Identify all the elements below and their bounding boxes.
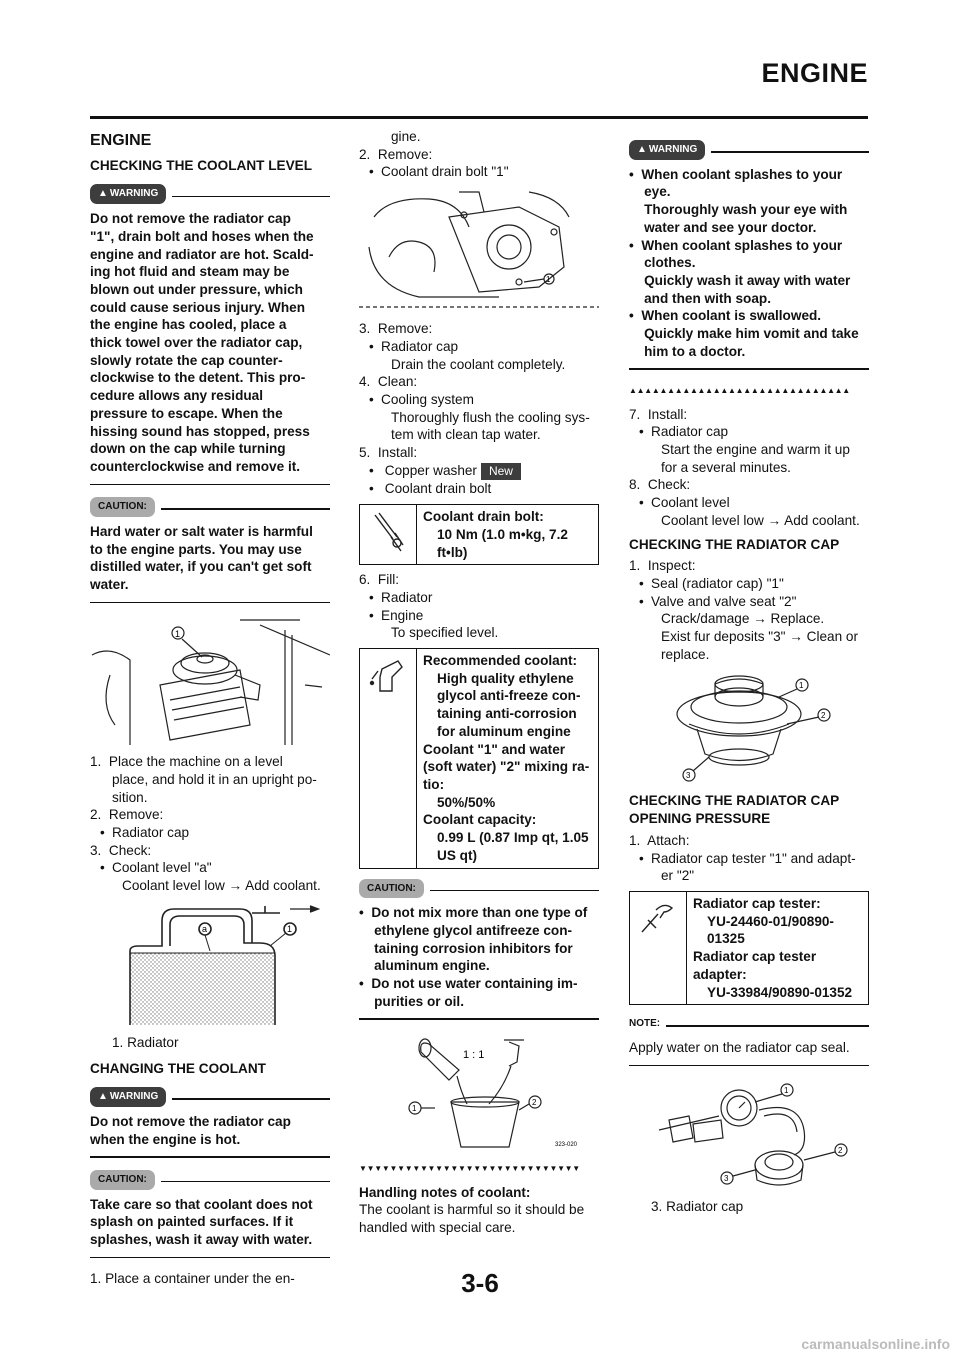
handling-notes-line: handled with special care.	[359, 1220, 516, 1236]
radiator-cap-figure	[90, 615, 330, 745]
text-line: when the engine is hot.	[90, 1131, 241, 1147]
svg-text:1: 1	[784, 1086, 789, 1096]
text-line: counterclockwise and remove it.	[90, 458, 301, 474]
text-line: hissing sound has stopped, press	[90, 423, 310, 439]
text-line: Hard water or salt water is harmful	[90, 523, 313, 539]
step-install-radiator-cap	[629, 406, 869, 477]
step-line: • Radiator cap tester "1" and adapt-	[639, 850, 856, 866]
text-line: • When coolant is swallowed.	[629, 308, 822, 324]
step-line: • Seal (radiator cap) "1"	[639, 575, 784, 591]
spec-recommended-coolant	[359, 648, 599, 868]
step-heading: 3. Remove:	[359, 321, 433, 337]
oil-can-icon	[368, 655, 408, 695]
handling-notes-line: The coolant is harmful so it should be	[359, 1202, 585, 1218]
spec-line: 0.99 L (0.87 Imp qt, 1.05	[437, 830, 589, 846]
step-line: Coolant level low → Add coolant.	[122, 878, 321, 894]
step-line: er "2"	[661, 868, 695, 884]
step-line: • Radiator cap	[369, 338, 459, 354]
caution-badge: CAUTION:	[90, 1170, 155, 1190]
text-line: down on the cap while turning	[90, 441, 286, 457]
step-line: • Coolant drain bolt "1"	[369, 164, 509, 180]
text-line: splash on painted surfaces. If it	[90, 1214, 294, 1230]
step-heading: 1. Attach:	[629, 832, 690, 848]
spec-line: (soft water) "2" mixing ra-	[423, 759, 590, 775]
step-line: Coolant level low → Add coolant.	[661, 512, 860, 528]
svg-text:2: 2	[532, 1097, 537, 1107]
spec-line: glycol anti-freeze con-	[437, 688, 581, 704]
step-line: • Engine	[369, 607, 424, 623]
step-line: Drain the coolant completely.	[391, 356, 566, 372]
figure-caption-radiator: 1. Radiator	[112, 1034, 179, 1050]
caution-text-3	[359, 904, 599, 1010]
caution-block-3	[359, 879, 599, 1020]
warning-block-2	[90, 1087, 330, 1158]
spec-line: adapter:	[693, 966, 747, 982]
caution-badge: CAUTION:	[90, 497, 155, 517]
text-line: ethylene glycol antifreeze con-	[359, 922, 573, 938]
warning-text-3	[629, 166, 869, 361]
spec-line: for aluminum engine	[437, 723, 571, 739]
step-clean-cooling-system	[359, 373, 599, 444]
step-heading: 1. Inspect:	[629, 558, 696, 574]
step-inspect-cap	[629, 557, 869, 663]
svg-text:1: 1	[799, 681, 804, 691]
radiator-level-figure	[90, 901, 330, 1026]
warning-text-1	[90, 210, 330, 476]
caution-text-2	[90, 1196, 330, 1249]
text-line: water.	[90, 576, 129, 592]
coolant-mixing-figure	[359, 1032, 599, 1152]
text-line: ing hot fluid and steam may be	[90, 264, 290, 280]
step-attach-tester	[629, 832, 869, 885]
step-line: replace.	[661, 646, 710, 662]
step-line: • Coolant level	[639, 495, 730, 511]
text-line: splashes, wash it away with water.	[90, 1231, 313, 1247]
step-line: Thoroughly flush the cooling sys-	[391, 409, 590, 425]
text-line: water and see your doctor.	[629, 219, 817, 235]
warning-text-2	[90, 1113, 330, 1148]
text-line: Take care so that coolant does not	[90, 1196, 313, 1212]
text-line: distilled water, if you can't get soft	[90, 559, 312, 575]
radiator-cap-detail-figure	[629, 669, 869, 784]
text-line: Do not remove the radiator cap	[90, 211, 291, 227]
spec-line: 01325	[707, 931, 745, 947]
step-line: tem with clean tap water.	[391, 427, 541, 443]
svg-text:1: 1	[546, 275, 551, 285]
text-line: Quickly wash it away with water	[629, 272, 851, 288]
text-line: cedure allows any residual	[90, 388, 264, 404]
caution-block-2	[90, 1170, 330, 1258]
warning-block-3	[629, 140, 869, 370]
step-line: Crack/damage → Replace.	[661, 611, 825, 627]
spec-cap-tester	[629, 891, 869, 1005]
header-rule	[90, 116, 868, 119]
caution-block-1	[90, 497, 330, 603]
warning-icon: ▲	[637, 144, 647, 155]
spec-line: High quality ethylene	[437, 670, 574, 686]
step-heading: 2. Remove:	[90, 807, 164, 823]
spec-line: taining anti-corrosion	[437, 706, 577, 722]
torque-wrench-icon	[371, 511, 405, 555]
text-line: • Do not mix more than one type of	[359, 905, 588, 921]
text-line: eye.	[629, 184, 671, 200]
step-line: Start the engine and warm it up	[661, 442, 850, 458]
handling-notes-title: Handling notes of coolant:	[359, 1184, 531, 1200]
step-line: • Coolant level "a"	[100, 860, 212, 876]
text-line: clothes.	[629, 255, 696, 271]
text-line: the engine has cooled, place a	[90, 317, 287, 333]
text-line: Quickly make him vomit and take	[629, 326, 859, 342]
step-place-container: 1. Place a container under the en-	[90, 1271, 295, 1287]
text-line: • When coolant splashes to your	[629, 166, 843, 182]
step-heading: 8. Check:	[629, 477, 691, 493]
section-title: ENGINE	[90, 132, 152, 149]
text-line: slowly rotate the cap counter-	[90, 352, 283, 368]
note-block	[629, 1015, 869, 1066]
spec-line: Coolant "1" and water	[423, 741, 566, 757]
tester-icon	[638, 898, 678, 938]
new-part-badge: New	[481, 463, 521, 481]
text-line: purities or oil.	[359, 993, 464, 1009]
step-line: sition.	[112, 789, 148, 805]
step-heading: 7. Install:	[629, 406, 688, 422]
page-number: 3-6	[461, 1268, 499, 1298]
text-line: "1", drain bolt and hoses when the	[90, 228, 314, 244]
text-line: engine and radiator are hot. Scald-	[90, 246, 314, 262]
warning-icon: ▲	[98, 188, 108, 200]
step-heading: 3. Check:	[90, 842, 152, 858]
continued-text: gine.	[391, 129, 421, 144]
text-line: him to a doctor.	[629, 343, 746, 359]
warning-icon: ▲	[98, 1091, 108, 1103]
text-line: • Do not use water containing im-	[359, 976, 578, 992]
text-line: clockwise to the detent. This pro-	[90, 370, 306, 386]
text-line: could cause serious injury. When	[90, 299, 306, 315]
text-line: Thoroughly wash your eye with	[629, 202, 848, 218]
warning-block-1	[90, 184, 330, 485]
text-line: aluminum engine.	[359, 958, 490, 974]
subsection-checking-coolant-level: CHECKING THE COOLANT LEVEL	[90, 157, 313, 173]
step-remove-drain-bolt	[359, 146, 599, 181]
drain-bolt-figure	[359, 187, 599, 312]
caution-text-1	[90, 523, 330, 594]
spec-line: 50%/50%	[437, 794, 496, 810]
svg-text:1: 1	[287, 923, 293, 934]
svg-text:3: 3	[724, 1174, 729, 1184]
note-label: NOTE:	[629, 1018, 661, 1030]
subsection-changing-coolant: CHANGING THE COOLANT	[90, 1060, 266, 1076]
spec-line: Radiator cap tester:	[693, 896, 821, 911]
text-line: and then with soap.	[629, 290, 771, 306]
svg-text:2: 2	[838, 1146, 843, 1156]
svg-text:1 : 1: 1 : 1	[463, 1048, 485, 1061]
step-heading: 2. Remove:	[359, 146, 433, 162]
spec-line: US qt)	[437, 847, 478, 863]
text-line: thick towel over the radiator cap,	[90, 335, 303, 351]
subsection-cap-opening-pressure: CHECKING THE RADIATOR CAP OPENING PRESSURE	[629, 793, 840, 827]
step-line: place, and hold it in an upright po-	[112, 771, 317, 787]
warning-badge: ▲ WARNING	[629, 140, 705, 160]
step-heading: 1. Place the machine on a level	[90, 754, 283, 770]
step-line: To specified level.	[391, 625, 499, 641]
text-line: to the engine parts. You may use	[90, 541, 302, 557]
text-line: blown out under pressure, which	[90, 281, 303, 297]
step-line: Exist fur deposits "3" → Clean or	[661, 629, 859, 645]
spec-line: YU-33984/90890-01352	[707, 984, 853, 1000]
step-heading: 4. Clean:	[359, 374, 418, 390]
page-header-title: ENGINE	[761, 58, 868, 88]
text-line: taining corrosion inhibitors for	[359, 940, 573, 956]
svg-text:1: 1	[412, 1103, 417, 1113]
spec-line: Coolant capacity:	[423, 812, 537, 828]
svg-text:2: 2	[821, 711, 826, 721]
spec-line: Radiator cap tester	[693, 949, 817, 965]
text-line: • When coolant splashes to your	[629, 237, 843, 253]
text-line: Do not remove the radiator cap	[90, 1113, 291, 1129]
step-fill-coolant	[359, 571, 599, 642]
note-text: Apply water on the radiator cap seal.	[629, 1039, 850, 1055]
step-line: • Cooling system	[369, 391, 474, 407]
caution-badge: CAUTION:	[359, 879, 424, 899]
column-3	[629, 128, 869, 1224]
step-remove-radiator-cap	[359, 320, 599, 373]
spec-line: tio:	[423, 776, 445, 792]
subsection-checking-radiator-cap: CHECKING THE RADIATOR CAP	[629, 536, 840, 552]
column-2	[359, 128, 599, 1237]
step-install-drain-bolt: 5. Install: • Copper washer New • Coolant drain bolt	[359, 444, 599, 498]
svg-text:323-020: 323-020	[555, 1141, 578, 1148]
text-line: pressure to escape. When the	[90, 405, 283, 421]
coolant-level-steps	[90, 753, 330, 895]
warning-badge: ▲ WARNING	[90, 184, 166, 204]
warning-badge: ▲ WARNING	[90, 1087, 166, 1107]
step-heading: 6. Fill:	[359, 572, 400, 588]
step-check-coolant-level	[629, 476, 869, 529]
watermark: carmanualsonline.info	[801, 1336, 950, 1352]
step-line: • Radiator cap	[639, 424, 729, 440]
step-line: • Radiator cap	[100, 824, 190, 840]
column-1	[90, 128, 330, 1288]
start-markers-up: ▲▲▲▲▲▲▲▲▲▲▲▲▲▲▲▲▲▲▲▲▲▲▲▲▲▲▲▲▲	[629, 385, 850, 395]
svg-text:3: 3	[686, 771, 691, 781]
spec-drain-bolt-torque: Coolant drain bolt: 10 Nm (1.0 m•kg, 7.2 ft•lb)	[359, 504, 599, 565]
step-line: for a several minutes.	[661, 459, 791, 475]
spec-line: Recommended coolant:	[423, 653, 578, 669]
figure-caption-radiator-cap: 3. Radiator cap	[651, 1199, 744, 1215]
step-line: • Valve and valve seat "2"	[639, 593, 797, 609]
svg-text:a: a	[202, 923, 208, 934]
step-line: • Radiator	[369, 589, 433, 605]
end-markers-down: ▼▼▼▼▼▼▼▼▼▼▼▼▼▼▼▼▼▼▼▼▼▼▼▼▼▼▼▼▼	[359, 1163, 580, 1173]
svg-text:1: 1	[175, 629, 181, 640]
cap-tester-figure	[629, 1080, 869, 1190]
spec-line: YU-24460-01/90890-	[707, 913, 834, 929]
